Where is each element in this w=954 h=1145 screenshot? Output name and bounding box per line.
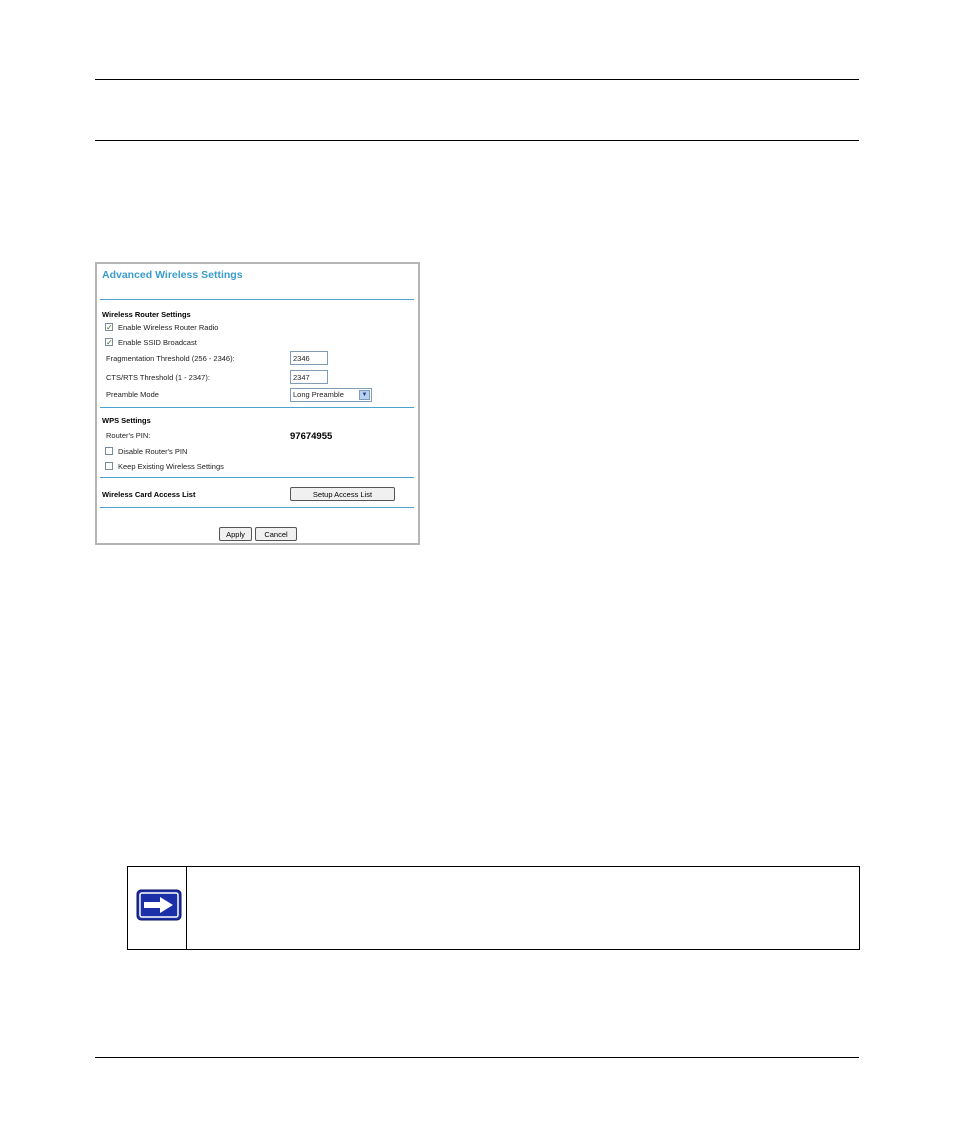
apply-button[interactable]: Apply — [219, 527, 252, 541]
enable-ssid-label: Enable SSID Broadcast — [118, 338, 197, 347]
frag-threshold-label: Fragmentation Threshold (256 - 2346): — [106, 354, 235, 363]
advanced-wireless-settings-panel — [95, 262, 420, 545]
router-pin-value: 97674955 — [290, 431, 333, 442]
preamble-mode-label: Preamble Mode — [106, 390, 159, 399]
preamble-mode-value: Long Preamble — [293, 390, 344, 399]
cts-threshold-input[interactable] — [290, 370, 328, 384]
header-top-rule — [95, 79, 859, 80]
cancel-button[interactable]: Cancel — [255, 527, 297, 541]
disable-pin-checkbox[interactable] — [105, 447, 113, 455]
chevron-down-icon[interactable]: ▼ — [359, 390, 370, 400]
enable-ssid-checkbox[interactable]: ✓ — [106, 338, 113, 347]
header-bottom-rule — [95, 140, 859, 141]
keep-settings-checkbox[interactable] — [105, 462, 113, 470]
note-box — [127, 866, 860, 950]
disable-pin-label: Disable Router's PIN — [118, 447, 188, 456]
router-section-divider — [100, 407, 414, 408]
setup-access-list-button[interactable]: Setup Access List — [290, 487, 395, 501]
cts-threshold-label: CTS/RTS Threshold (1 - 2347): — [106, 373, 210, 382]
enable-radio-label: Enable Wireless Router Radio — [118, 323, 219, 332]
title-divider — [100, 299, 414, 300]
panel-title: Advanced Wireless Settings — [102, 269, 243, 281]
wps-section-divider — [100, 477, 414, 478]
router-settings-heading: Wireless Router Settings — [102, 310, 191, 319]
enable-radio-checkbox[interactable]: ✓ — [106, 323, 113, 332]
note-divider — [186, 867, 187, 949]
right-arrow-icon — [136, 889, 182, 921]
wps-settings-heading: WPS Settings — [102, 416, 151, 425]
access-list-divider — [100, 507, 414, 508]
preamble-mode-select[interactable] — [290, 388, 372, 402]
frag-threshold-input[interactable] — [290, 351, 328, 365]
footer-rule — [95, 1057, 859, 1058]
access-list-heading: Wireless Card Access List — [102, 490, 196, 499]
keep-settings-label: Keep Existing Wireless Settings — [118, 462, 224, 471]
router-pin-label: Router's PIN: — [106, 431, 151, 440]
